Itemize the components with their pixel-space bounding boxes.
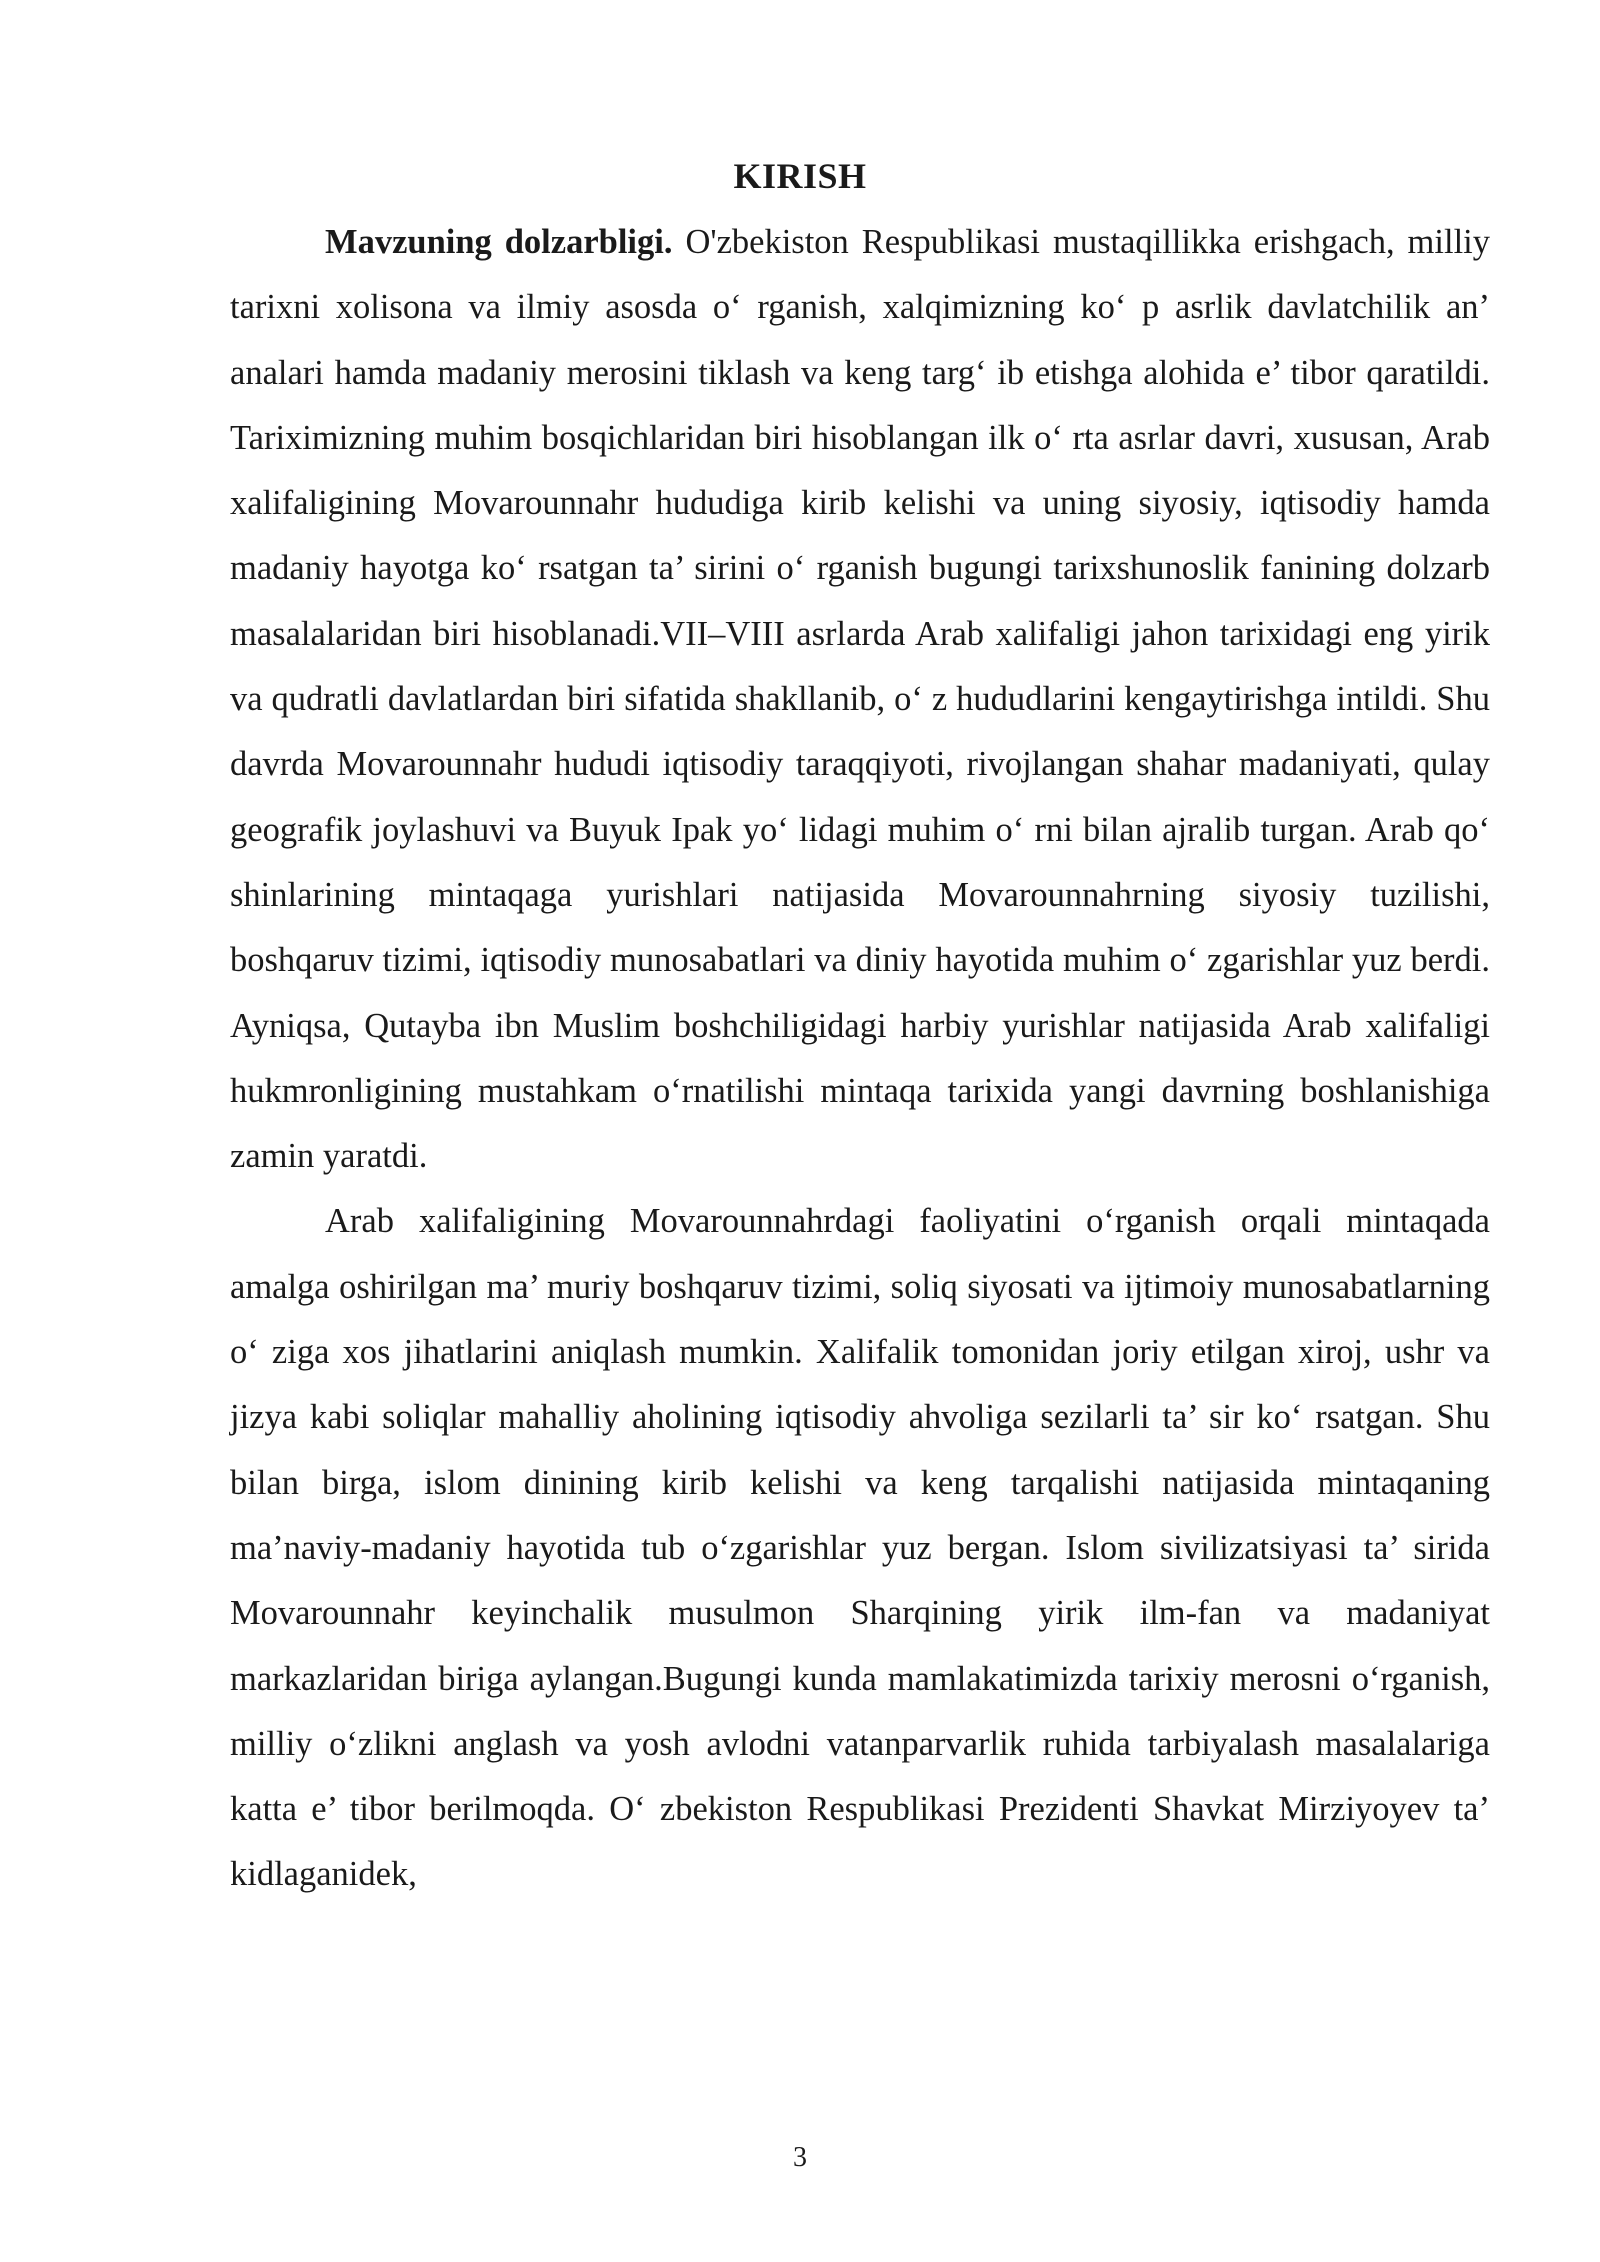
page-title: KIRISH <box>733 156 867 196</box>
paragraph-2 <box>230 1189 1490 1907</box>
page-number: 3 <box>793 2142 807 2173</box>
paragraph-lead: Mavzuning dolzarbligi. <box>325 223 673 261</box>
body-text <box>230 210 1490 1908</box>
paragraph-text: Arab xalifaligining Movarounnahrdagi faoliyatini o‘rganish orqali mintaqada amalga oshirilgan ma’ muriy boshqaruv tizimi, soliq siyosati va ijtimoiy munosabatlarning o‘ ziga xos jihatlarini aniqlash mumkin. Xalifalik tomonidan joriy etilgan xiroj, ushr va jizya kabi soliqlar mahalliy aholining iqtisodiy ahvoliga sezilarli ta’ sir ko‘ rsatgan. Shu bilan birga, islom dinining kirib kelishi va keng tarqalishi natijasida mintaqaning ma’naviy-madaniy hayotida tub o‘zgarishlar yuz bergan. Islom sivilizatsiyasi ta’ sirida Movarounnahr keyinchalik musulmon Sharqining yirik ilm-fan va madaniyat markazlaridan biriga aylangan.Bugungi kunda mamlakatimizda tarixiy merosni o‘rganish, milliy o‘zlikni anglash va yosh avlodni vatanparvarlik ruhida tarbiyalash masalalariga katta e’ tibor berilmoqda. O‘ zbekiston Respublikasi Prezidenti Shavkat Mirziyoyev ta’ kidlaganidek, <box>230 1202 1490 1894</box>
paragraph-text: O'zbekiston Respublikasi mustaqillikka erishgach, milliy tarixni xolisona va ilmiy asosda o‘ rganish, xalqimizning ko‘ p asrlik davlatchilik an’ analari hamda madaniy merosini tiklash va keng targ‘ ib etishga alohida e’ tibor qaratildi. Tariximizning muhim bosqichlaridan biri hisoblangan ilk o‘ rta asrlar davri, xususan, Arab xalifaligining Movarounnahr hududiga kirib kelishi va uning siyosiy, iqtisodiy hamda madaniy hayotga ko‘ rsatgan ta’ sirini o‘ rganish bugungi tarixshunoslik fanining dolzarb masalalaridan biri hisoblanadi.VII–VIII asrlarda Arab xalifaligi jahon tarixidagi eng yirik va qudratli davlatlardan biri sifatida shakllanib, o‘ z hududlarini kengaytirishga intildi. Shu davrda Movarounnahr hududi iqtisodiy taraqqiyoti, rivojlangan shahar madaniyati, qulay geografik joylashuvi va Buyuk Ipak yo‘ lidagi muhim o‘ rni bilan ajralib turgan. Arab qo‘ shinlarining mintaqaga yurishlari natijasida Movarounnahrning siyosiy tuzilishi, boshqaruv tizimi, iqtisodiy munosabatlari va diniy hayotida muhim o‘ zgarishlar yuz berdi. Ayniqsa, Qutayba ibn Muslim boshchiligidagi harbiy yurishlar natijasida Arab xalifaligi hukmronligining mustahkam o‘rnatilishi mintaqa tarixida yangi davrning boshlanishiga zamin yaratdi. <box>230 223 1490 1176</box>
paragraph-1 <box>230 210 1490 1189</box>
